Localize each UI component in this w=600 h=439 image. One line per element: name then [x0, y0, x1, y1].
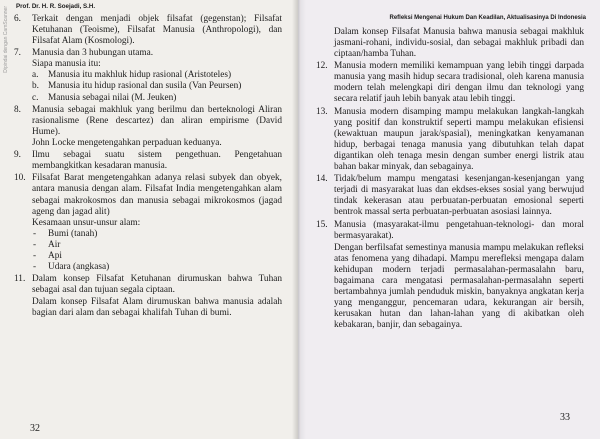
- dash-text: Bumi (tanah): [48, 228, 98, 239]
- list-item-7: [14, 48, 282, 59]
- continuation-paragraph: Dalam konsep Filsafat Manusia bahwa manusia sebagai makhluk jasmani-rohani, individu-sosial, dan sebagai makhluk pribadi dan ciptaan/hamba Tuhan.: [334, 27, 584, 60]
- item-number: 10.: [14, 173, 26, 184]
- dash-item: - Api: [33, 250, 62, 261]
- item-text: Manusia sebagai makhluk yang berilmu dan berteknologi Aliran rasionalisme (Rene descartez) dan aliran empirisme (David Hume).: [32, 104, 282, 137]
- item-text: Dalam konsep Filsafat Ketuhanan dirumuskan bahwa Tuhan sebagai asal dan tujuan segala ciptaan.: [32, 274, 282, 296]
- left-text-column: [14, 14, 282, 319]
- list-item-6: [14, 14, 282, 47]
- item-text: Manusia modern memiliki kemampuan yang lebih tinggi darpada manusia yang masih hidup secara tradisional, oleh karena manusia modern telah melengkapi diri dengan ilmu dan teknologi yang secara relatif jauh lebih banyak atau lebih tinggi.: [334, 61, 584, 105]
- book-gutter: [292, 0, 306, 439]
- running-head-left: Prof. Dr. H. R. Soejadi, S.H.: [16, 3, 96, 10]
- item-text: Terkait dengan menjadi objek filsafat (gegenstan); Filsafat Ketuhanan (Teoisme), Filsafat Manusia (Anthropologi), dan Filsafat Alam (Kosmologi).: [32, 14, 282, 47]
- item-number: 12.: [316, 61, 328, 72]
- sub-label: a.: [32, 70, 39, 81]
- page-number-left: 32: [30, 423, 40, 434]
- list-item-14: [316, 174, 584, 218]
- left-page: [0, 0, 298, 439]
- item-text: Manusia modern disamping mampu melakukan langkah-langkah yang positif dan konstruktif seperti mampu melakukan efisiensi (kewaktuan maupun jarak/spasial), meningkatkan kenyamanan hidup, berbagai tenaga manusia yang dibutuhkan telah dapat digantikan oleh tenaga mesin dengan sumber energi listrik atau bahan bakar minyak, dan sebagainya.: [334, 106, 584, 172]
- list-item-12: [316, 61, 584, 105]
- list-item-8: [14, 105, 282, 138]
- item-number: 9.: [14, 150, 21, 161]
- sub-item-a: [14, 70, 282, 81]
- right-page: [298, 0, 600, 439]
- item-followup: John Locke mengetengahkan perpaduan keduanya.: [32, 137, 222, 148]
- watermark-text: Dipindai dengan CamScanner: [3, 6, 9, 73]
- item-number: 15.: [316, 219, 328, 230]
- item-intro: Kesamaan unsur-unsur alam:: [32, 217, 141, 228]
- list-item-11: [14, 274, 282, 296]
- dash-item: - Udara (angkasa): [33, 261, 110, 272]
- sub-label: b.: [32, 81, 39, 92]
- item-number: 11.: [14, 274, 26, 285]
- running-head-right: Refleksi Mengenai Hukum Dan Keadilan, Aktualisasinya Di Indonesia: [389, 15, 586, 21]
- item-intro: Siapa manusia itu:: [32, 59, 101, 70]
- item-number: 7.: [14, 48, 21, 59]
- item-text: Tidak/belum mampu mengatasi kesenjangan-kesenjangan yang terjadi di masyarakat luas dan ekdses-ekses sosial yang berwujud tindak kekerasan atau perbuatan-perbuatan emosional seperti bentrok massal serta perbuatan-perbuatan asosiasi lainnya.: [334, 174, 584, 218]
- dash-item: - Air: [33, 239, 61, 250]
- item-text: Ilmu sebagai suatu sistem pengethuan. Pengetahuan membangkitkan kesadaran manusia.: [32, 150, 282, 172]
- item-number: 8.: [14, 104, 21, 115]
- sub-item-b: [14, 81, 282, 92]
- sub-text: Manusia itu makhluk hidup rasional (Aristoteles): [48, 70, 232, 81]
- dash-text: Api: [48, 250, 62, 261]
- item-text: Manusia dan 3 hubungan utama.: [32, 48, 154, 59]
- item-number: 13.: [316, 106, 328, 117]
- list-item-9: [14, 150, 282, 172]
- sub-text: Manusia itu hidup rasional dan susila (Van Peursen): [48, 81, 242, 92]
- list-item-13: [316, 107, 584, 173]
- sub-item-c: [14, 93, 282, 104]
- sub-text: Manusia sebagai nilai (M. Jeuken): [48, 92, 177, 103]
- item-text: Manusia (masyarakat-ilmu pengetahuan-teknologi- dan moral bermasyarakat).: [334, 219, 584, 241]
- sub-label: c.: [32, 92, 39, 103]
- scanner-watermark: [3, 6, 11, 126]
- page-number-right: 33: [560, 412, 570, 423]
- dash-text: Air: [48, 239, 61, 250]
- item-text: Filsafat Barat mengetengahkan adanya relasi subyek dan obyek, antara manusia dengan alam. Filsafat India mengetengahkan alam sebagai makrokosmos dan manusia sebagai mikrokosmos (jagad ageng dan jagad alit): [32, 173, 282, 217]
- right-text-column: [316, 27, 584, 331]
- list-item-10: [14, 173, 282, 217]
- item-number: 14.: [316, 174, 328, 185]
- dash-item: - Bumi (tanah): [33, 228, 98, 239]
- dash-text: Udara (angkasa): [48, 261, 110, 272]
- item-number: 6.: [14, 14, 21, 24]
- item-followup: Dalam konsep Filsafat Alam dirumuskan bahwa manusia adalah bagian dari alam dan sebagai khalifah Tuhan di bumi.: [32, 297, 282, 319]
- item-followup: Dengan berfilsafat semestinya manusia mampu melakukan refleksi atas fenomena yang dihadapi. Mampu merefleksi mengapa dalam kehidupan modern terjadi permasalahan-permasalahn baru, bagaimana cara mengatasi permasalahan-permasalahn seperti bertambahnya jumlah penduduk miskin, banyaknya angkatan kerja yang menganggur, pencemaran udara, kekurangan air bersih, kerusakan hutan dan lahan-lahan yang di akibatkan oleh kebakaran, banjir, dan sebagainya.: [334, 242, 584, 331]
- list-item-15: [316, 220, 584, 242]
